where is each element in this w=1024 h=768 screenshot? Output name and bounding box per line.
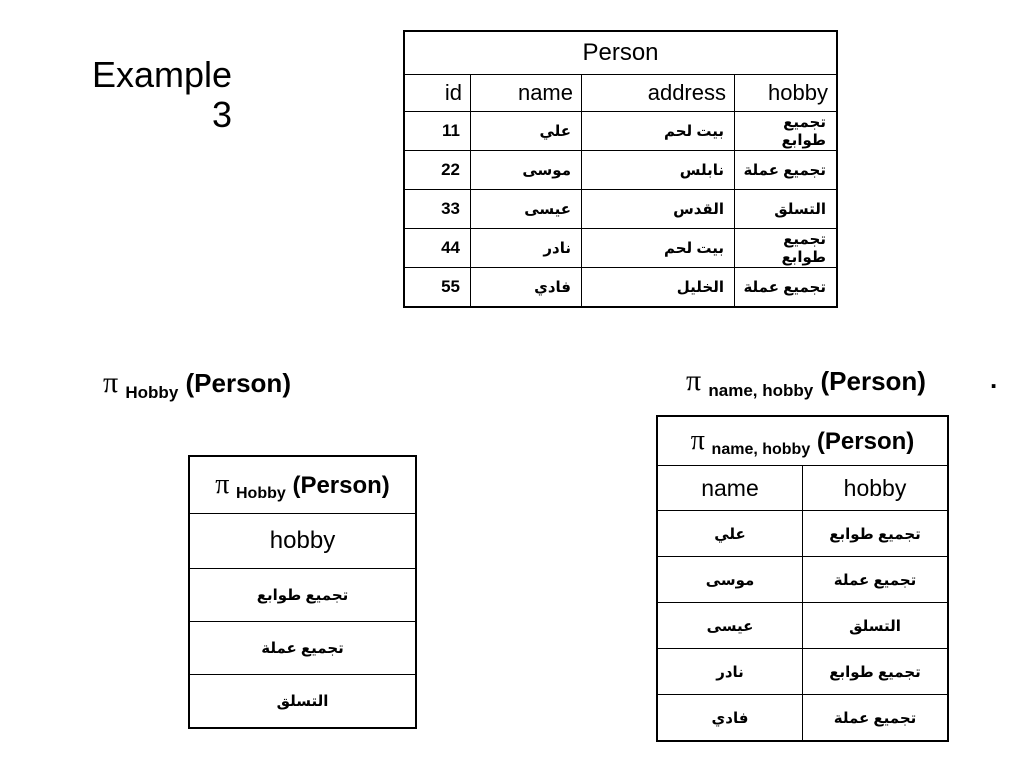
cell-hobby: تجميع طوابع [803, 511, 949, 557]
column-header-address: address [582, 75, 735, 112]
pi-symbol: π [215, 469, 230, 500]
cell-id: 22 [404, 151, 471, 190]
table-row [404, 229, 837, 268]
cell-hobby: تجميع طوابع [735, 229, 838, 268]
cell-name: فادي [471, 268, 582, 308]
cell-name: نادر [471, 229, 582, 268]
cell-hobby: تجميع طوابع [735, 112, 838, 151]
cell-address: بيت لحم [582, 229, 735, 268]
cell-name: علي [657, 511, 803, 557]
cell-address: بيت لحم [582, 112, 735, 151]
cell-hobby: التسلق [803, 603, 949, 649]
cell-name: علي [471, 112, 582, 151]
relation-name: (Person) [816, 428, 915, 455]
column-header-hobby: hobby [803, 466, 949, 511]
column-header-id: id [404, 75, 471, 112]
table-row [657, 603, 948, 649]
relation-name: (Person) [185, 368, 291, 398]
column-header-hobby: hobby [735, 75, 838, 112]
pi-symbol: π [686, 364, 702, 397]
cell-hobby: تجميع طوابع [803, 649, 949, 695]
projection-subscript: Hobby [125, 383, 179, 402]
cell-name: عيسى [657, 603, 803, 649]
cell-name: موسى [471, 151, 582, 190]
table-row [657, 649, 948, 695]
person-table-caption: Person [404, 31, 837, 75]
cell-hobby: التسلق [735, 190, 838, 229]
projection-subscript: Hobby [236, 485, 286, 502]
cell-hobby: تجميع طوابع [189, 569, 416, 622]
cell-name: عيسى [471, 190, 582, 229]
name-hobby-table-caption [657, 416, 948, 466]
column-header-name: name [657, 466, 803, 511]
title-line-1: Example [91, 54, 232, 95]
hobby-table-caption [189, 456, 416, 514]
hobby-projection-table [188, 455, 417, 729]
title-line-2: 3 [211, 94, 232, 135]
relation-name: (Person) [820, 366, 926, 396]
slide-title [70, 55, 232, 135]
cell-hobby: تجميع عملة [735, 268, 838, 308]
cell-name: موسى [657, 557, 803, 603]
cell-hobby: التسلق [189, 675, 416, 729]
cell-id: 55 [404, 268, 471, 308]
relation-name: (Person) [292, 472, 390, 499]
trailing-dot: . [990, 364, 998, 394]
cell-address: نابلس [582, 151, 735, 190]
cell-address: الخليل [582, 268, 735, 308]
projection-hobby-expression [103, 366, 291, 400]
cell-hobby: تجميع عملة [803, 557, 949, 603]
person-header-row [404, 75, 837, 112]
column-header-name: name [471, 75, 582, 112]
column-header-hobby: hobby [189, 514, 416, 569]
cell-address: القدس [582, 190, 735, 229]
name-hobby-projection-table [656, 415, 949, 742]
cell-hobby: تجميع عملة [803, 695, 949, 742]
cell-id: 11 [404, 112, 471, 151]
cell-hobby: تجميع عملة [735, 151, 838, 190]
projection-subscript: name, hobby [708, 381, 814, 400]
table-row [657, 557, 948, 603]
projection-name-hobby-expression [686, 364, 926, 398]
cell-id: 44 [404, 229, 471, 268]
cell-name: فادي [657, 695, 803, 742]
cell-id: 33 [404, 190, 471, 229]
table-row [657, 511, 948, 557]
table-row [404, 112, 837, 151]
cell-name: نادر [657, 649, 803, 695]
projection-subscript: name, hobby [711, 441, 811, 458]
table-row [404, 268, 837, 308]
cell-hobby: تجميع عملة [189, 622, 416, 675]
table-row [657, 695, 948, 742]
table-row [404, 190, 837, 229]
pi-symbol: π [690, 425, 705, 456]
table-row [404, 151, 837, 190]
person-table [403, 30, 838, 308]
pi-symbol: π [103, 366, 119, 399]
